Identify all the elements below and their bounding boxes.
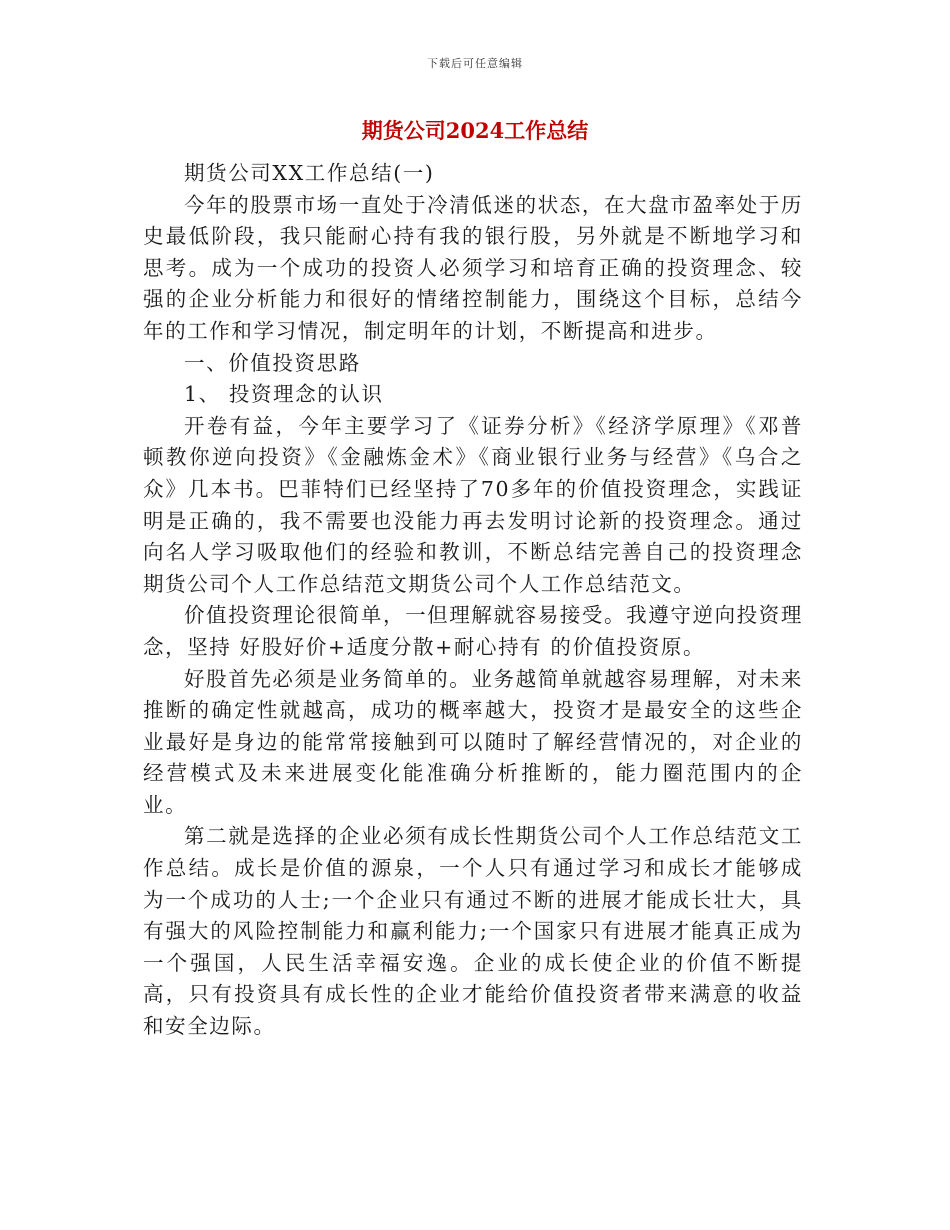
document-body [143, 158, 803, 1043]
paragraph-theory: 价值投资理论很简单，一但理解就容易接受。我遵守逆向投资理念，坚持 好股好价+适度分散+耐心持有 的价值投资原。 [143, 603, 803, 659]
paragraph-reading: 开卷有益，今年主要学习了《证券分析》《经济学原理》《邓普顿教你逆向投资》《金融炼金术》《商业银行业务与经营》《乌合之众》几本书。巴菲特们已经坚持了70多年的价值投资理念，实践证明是正确的，我不需要也没能力再去发明讨论新的投资理念。通过向名人学习吸取他们的经验和教训，不断总结完善自己的投资理念期货公司个人工作总结范文期货公司个人工作总结范文。 [143, 413, 803, 596]
paragraph-intro: 今年的股票市场一直处于冷清低迷的状态，在大盘市盈率处于历史最低阶段，我只能耐心持有我的银行股，另外就是不断地学习和思考。成为一个成功的投资人必须学习和培育正确的投资理念、较强的企业分析能力和很好的情绪控制能力，围绕这个目标，总结今年的工作和学习情况，制定明年的计划，不断提高和进步。 [143, 192, 803, 343]
document-title: 期货公司2024工作总结 [361, 118, 589, 143]
header-note: 下载后可任意编辑 [427, 57, 523, 70]
paragraph-good-stocks: 好股首先必须是业务简单的。业务越简单就越容易理解，对未来推断的确定性就越高，成功的概率越大，投资才是最安全的这些企业最好是身边的能常常接触到可以随时了解经营情况的，对企业的经营模式及未来进展变化能准确分析推断的，能力圈范围内的企业。 [143, 666, 803, 817]
section-heading-report: 期货公司XX工作总结(一) [184, 161, 435, 185]
paragraph-growth: 第二就是选择的企业必须有成长性期货公司个人工作总结范文工作总结。成长是价值的源泉，一个人只有通过学习和成长才能够成为一个成功的人士;一个企业只有通过不断的进展才能成长壮大，具有强大的风险控制能力和赢利能力;一个国家只有进展才能真正成为一个强国，人民生活幸福安逸。企业的成长使企业的价值不断提高，只有投资具有成长性的企业才能给价值投资者带来满意的收益和安全边际。 [143, 824, 803, 1039]
subsection-heading-philosophy: 1、 投资理念的认识 [184, 382, 384, 407]
section-heading-value-investing: 一、价值投资思路 [184, 350, 361, 375]
